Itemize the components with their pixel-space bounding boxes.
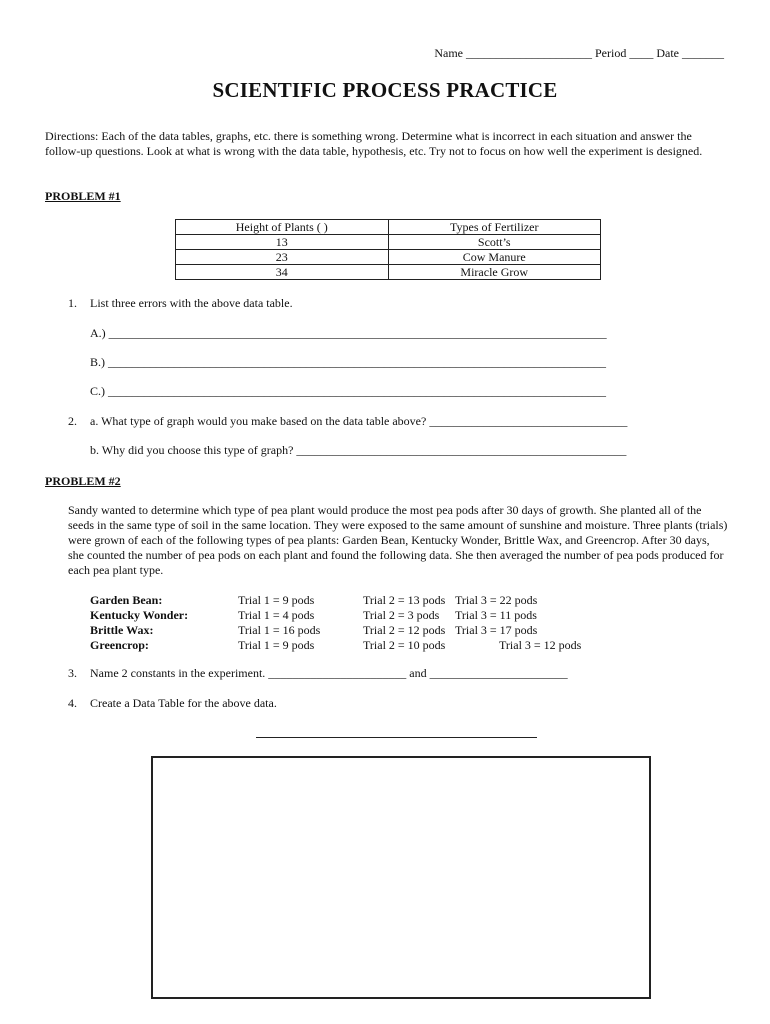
problem-2-heading: PROBLEM #2 — [45, 474, 121, 488]
trial-2-value: Trial 2 = 10 pods — [363, 638, 446, 652]
trial-1-value: Trial 1 = 9 pods — [238, 593, 315, 607]
plant-name: Kentucky Wonder: — [90, 608, 189, 622]
table-header-row — [176, 220, 601, 235]
table-row — [176, 265, 601, 280]
trial-2-value: Trial 2 = 13 pods — [363, 593, 446, 607]
answer-line-c[interactable]: C.) ___________________________________________________________________________________ — [90, 384, 606, 398]
question-3-text[interactable]: Name 2 constants in the experiment. _______________________ and _______________________ — [90, 666, 568, 680]
question-1-number: 1. — [68, 296, 77, 310]
table-cell: Miracle Grow — [388, 265, 601, 280]
plant-name: Greencrop: — [90, 638, 149, 652]
trial-3-value: Trial 3 = 22 pods — [455, 593, 538, 607]
question-1-text: List three errors with the above data table. — [90, 296, 293, 310]
plant-name: Brittle Wax: — [90, 623, 154, 637]
experiment-description: Sandy wanted to determine which type of pea plant would produce the most pea pods after 30 days of growth. She planted all of the seeds in the same type of soil in the same location. They were exposed to the same amount of sunshine and moisture. Three plants (trials) were grown of each of the following types of pea plants: Garden Bean, Kentucky Wonder, Brittle Wax, and Greencrop. After 30 days, she counted the number of pea pods on each plant and found the following data. She then averaged the number of pea pods produced for each pea plant type. — [68, 503, 728, 577]
trial-2-value: Trial 2 = 3 pods — [363, 608, 440, 622]
table-row — [176, 250, 601, 265]
answer-line-b[interactable]: B.) ___________________________________________________________________________________ — [90, 355, 606, 369]
table-row — [176, 235, 601, 250]
data-table-title-blank[interactable] — [256, 727, 537, 738]
question-3-number: 3. — [68, 666, 77, 680]
table-cell: Cow Manure — [388, 250, 601, 265]
question-4-number: 4. — [68, 696, 77, 710]
trial-1-value: Trial 1 = 4 pods — [238, 608, 315, 622]
trial-1-value: Trial 1 = 9 pods — [238, 638, 315, 652]
table-cell: Scott’s — [388, 235, 601, 250]
data-table-answer-box[interactable] — [151, 756, 651, 999]
question-4-text: Create a Data Table for the above data. — [90, 696, 277, 710]
fertilizer-data-table — [175, 219, 601, 280]
table-cell: 13 — [176, 235, 389, 250]
table-cell: 23 — [176, 250, 389, 265]
trial-3-value: Trial 3 = 12 pods — [499, 638, 582, 652]
table-cell: 34 — [176, 265, 389, 280]
question-2b-text[interactable]: b. Why did you choose this type of graph? _______________________________________________________ — [90, 443, 627, 457]
trial-2-value: Trial 2 = 12 pods — [363, 623, 446, 637]
question-2a-text[interactable]: a. What type of graph would you make based on the data table above? _________________________________ — [90, 414, 628, 428]
problem-1-heading: PROBLEM #1 — [45, 189, 121, 203]
plant-name: Garden Bean: — [90, 593, 163, 607]
trial-3-value: Trial 3 = 11 pods — [455, 608, 537, 622]
answer-line-a[interactable]: A.) ___________________________________________________________________________________ — [90, 326, 607, 340]
page-title: SCIENTIFIC PROCESS PRACTICE — [212, 78, 558, 102]
question-2-number: 2. — [68, 414, 77, 428]
table-header-cell: Height of Plants ( ) — [176, 220, 389, 235]
table-header-cell: Types of Fertilizer — [388, 220, 601, 235]
trial-3-value: Trial 3 = 17 pods — [455, 623, 538, 637]
name-period-date-line[interactable]: Name _____________________ Period ____ Date _______ — [434, 46, 724, 60]
directions-text: Directions: Each of the data tables, graphs, etc. there is something wrong. Determine what is incorrect in each situation and answer the follow-up questions. Look at what is wrong with the data table, hypothesis, etc. Try not to focus on how well the experiment is designed. — [45, 129, 703, 158]
trial-1-value: Trial 1 = 16 pods — [238, 623, 321, 637]
